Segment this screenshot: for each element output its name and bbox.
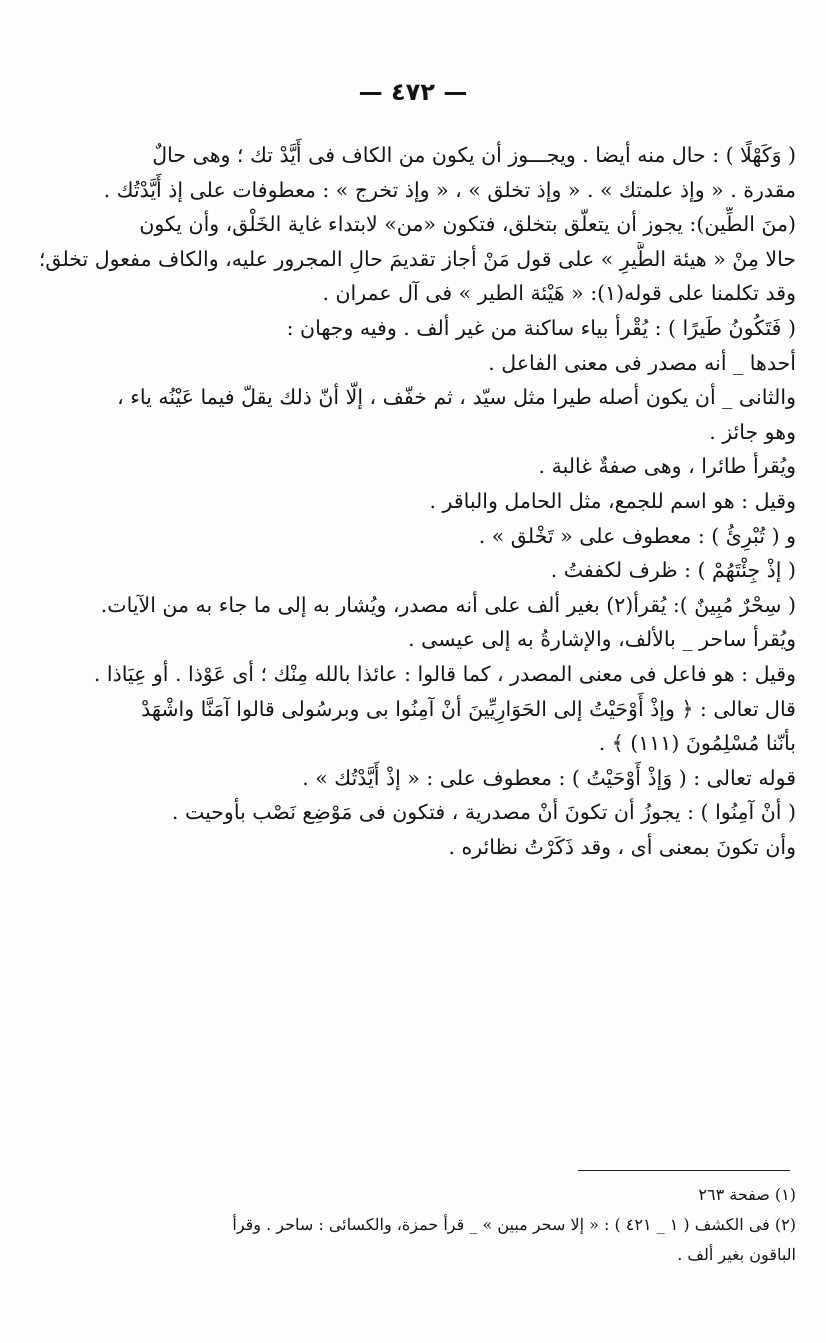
text-line: وهو جائز . <box>709 419 796 444</box>
quran-verse-line: قال تعالى : ﴿ وإذْ أَوْحَيْتُ إلى الحَوَارِيِّينَ أنْ آمِنُوا بى وبرسُولى قالوا آمَنَّا واشْهَدْ <box>141 696 796 721</box>
text-line: وقيل : هو اسم للجمع، مثل الحامل والباقر . <box>429 488 796 513</box>
text-line: (منَ الطِّين): يجوز أن يتعلّق بتخلق، فتكون «من» لابتداء غاية الخَلْق، وأن يكون <box>139 212 796 237</box>
quran-verse-line: بأنّنا مُسْلِمُونَ (١١١) ﴾ . <box>598 731 796 756</box>
footnote: الباقون بغير ألف . <box>677 1245 796 1264</box>
footnotes <box>30 1180 796 1270</box>
text-line: وأن تكونَ بمعنى أى ، وقد ذَكَرْتُ نظائره . <box>448 834 796 859</box>
text-line: حالا مِنْ « هيئة الطَّيرِ » على قول مَنْ أجاز تقديمَ حالِ المجرور عليه، والكاف مفعول تخلق؛ <box>38 246 796 271</box>
text-line: ( إذْ جِئْتَهُمْ ) : ظرف لكففتُ . <box>550 558 796 583</box>
text-line: وقد تكلمنا على قوله(١): « هَيْئة الطير » فى آل عمران . <box>322 281 796 306</box>
text-line: ويُقرأ طائرا ، وهى صفةٌ غالبة . <box>538 454 796 479</box>
text-line: و ( تُبْرِئُ ) : معطوف على « تَخْلق » . <box>478 523 796 548</box>
text-line: ( سِحْرٌ مُبِينٌ ): يُقرأ(٢) بغير ألف على أنه مصدر، ويُشار به إلى ما جاء به من الآيات. <box>100 592 796 617</box>
main-text <box>30 138 796 864</box>
text-line: ( أنْ آمِنُوا ) : يجوزُ أن تكونَ أنْ مصدرية ، فتكون فى مَوْضِع نَصْب بأوحيت . <box>171 800 796 825</box>
text-line: ويُقرأ ساحر _ بالألف، والإشارةُ به إلى عيسى . <box>408 627 796 652</box>
footnote: (٢) فى الكشف ( ١ _ ٤٢١ ) : « إلا سحر مبين » _ قرأ حمزة، والكسائى : ساحر . وقرأ <box>232 1215 796 1234</box>
text-line: ( فَتَكُونُ طَيرًا ) : يُقْرأ بياء ساكنة من غير ألف . وفيه وجهان : <box>286 315 796 340</box>
text-line: مقدرة . « وإذ علمتك » . « وإذ تخلق » ، « وإذ تخرج » : معطوفات على إذ أَيَّدْتُك . <box>103 177 796 202</box>
text-line: قوله تعالى : ( وَإذْ أَوْحَيْتُ ) : معطوف على : « إذْ أَيَّدْتُك » . <box>302 765 796 790</box>
footnote: (١) صفحة ٢٦٣ <box>698 1185 796 1204</box>
text-line: والثانى _ أن يكون أصله طيرا مثل سيّد ، ثم خفّف ، إلّا أنّ ذلك يقلّ فيما عَيْنُه ياء ، <box>117 385 796 410</box>
text-line: ( وَكَهْلًا ) : حال منه أيضا . ويجـــوز أن يكون من الكاف فى أَيَّدْ تك ؛ وهى حالٌ <box>152 143 796 167</box>
footnote-divider <box>578 1170 790 1171</box>
text-line: وقيل : هو فاعل فى معنى المصدر ، كما قالوا : عائذا بالله مِنْك ؛ أى عَوْذا . أو عِيَاذا . <box>93 661 796 686</box>
text-line: أحدها _ أنه مصدر فى معنى الفاعل . <box>488 350 796 375</box>
page-number: — ٤٧٢ — <box>358 78 468 106</box>
